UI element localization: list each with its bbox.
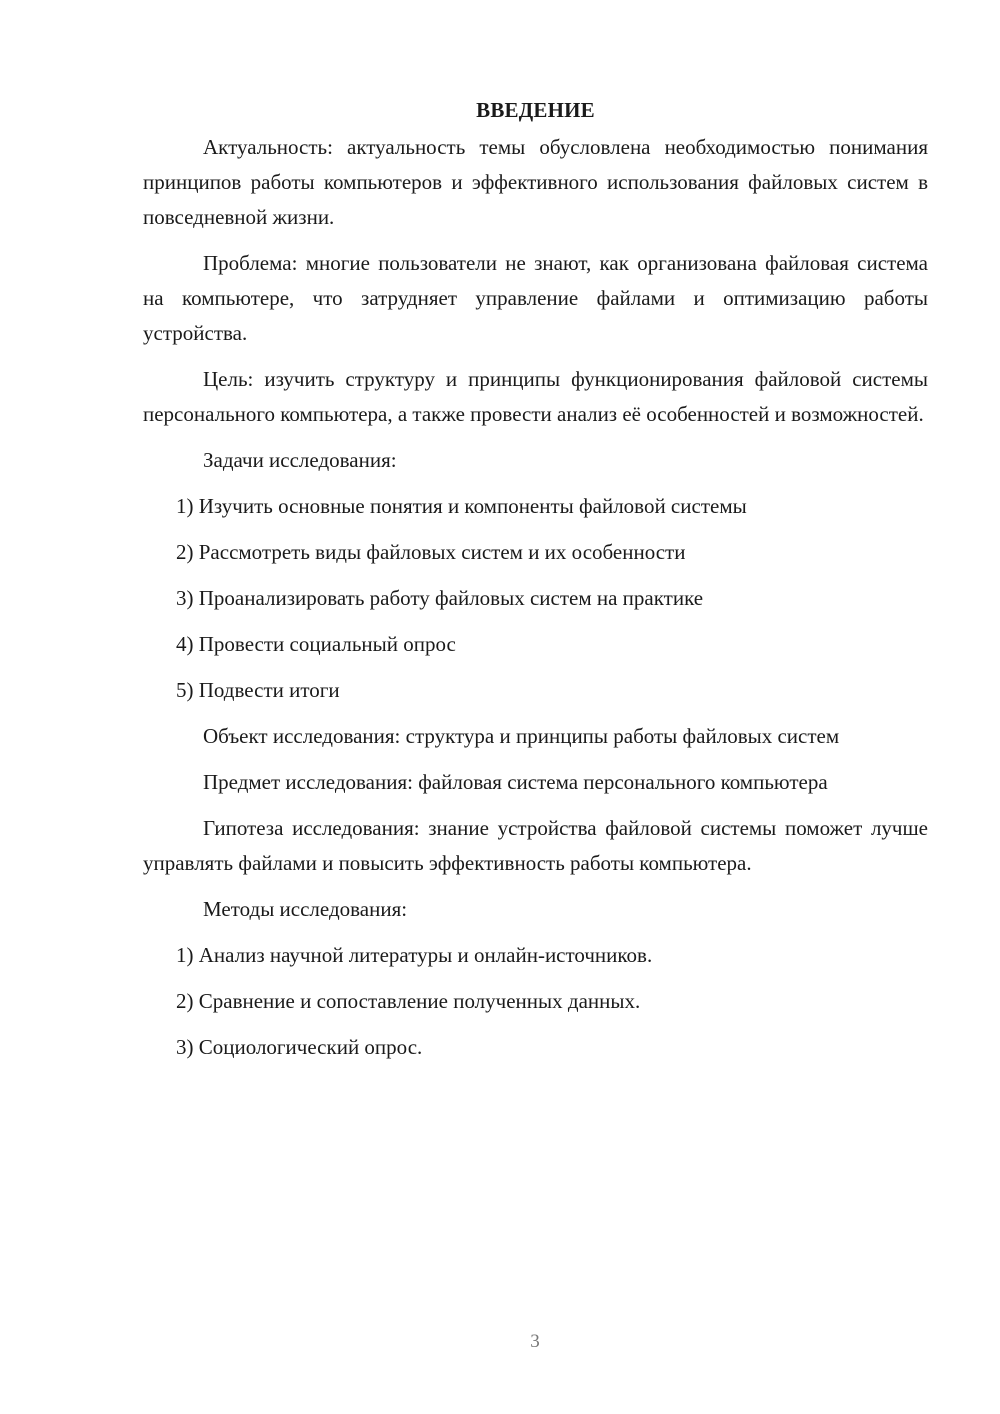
task-item: 4) Провести социальный опрос [176, 632, 456, 656]
tasks-label: Задачи исследования: [203, 448, 397, 472]
document-page [143, 90, 928, 1076]
hypothesis-paragraph: Гипотеза исследования: знание устройства файловой системы поможет лучше управлять файлами и повысить эффективность работы компьютера. [143, 816, 928, 875]
subject-paragraph: Предмет исследования: файловая система персонального компьютера [203, 770, 828, 794]
task-item: 5) Подвести итоги [176, 678, 340, 702]
methods-label: Методы исследования: [203, 897, 408, 921]
method-item: 3) Социологический опрос. [176, 1035, 423, 1059]
relevance-paragraph: Актуальность: актуальность темы обусловлена необходимостью понимания принципов работы компьютеров и эффективного использования файловых систем в повседневной жизни. [143, 135, 928, 229]
task-item: 2) Рассмотреть виды файловых систем и их особенности [176, 540, 686, 564]
page-number: 3 [530, 1331, 540, 1352]
task-item: 3) Проанализировать работу файловых систем на практике [176, 586, 704, 610]
object-paragraph: Объект исследования: структура и принципы работы файловых систем [203, 724, 840, 748]
task-item: 1) Изучить основные понятия и компоненты файловой системы [176, 494, 747, 518]
section-heading: ВВЕДЕНИЕ [476, 98, 595, 122]
method-item: 2) Сравнение и сопоставление полученных данных. [176, 989, 641, 1013]
method-item: 1) Анализ научной литературы и онлайн-источников. [176, 943, 653, 967]
problem-paragraph: Проблема: многие пользователи не знают, как организована файловая система на компьютере, что затрудняет управление файлами и оптимизацию работы устройства. [143, 251, 928, 345]
goal-paragraph: Цель: изучить структуру и принципы функционирования файловой системы персонального компьютера, а также провести анализ её особенностей и возможностей. [143, 367, 928, 426]
